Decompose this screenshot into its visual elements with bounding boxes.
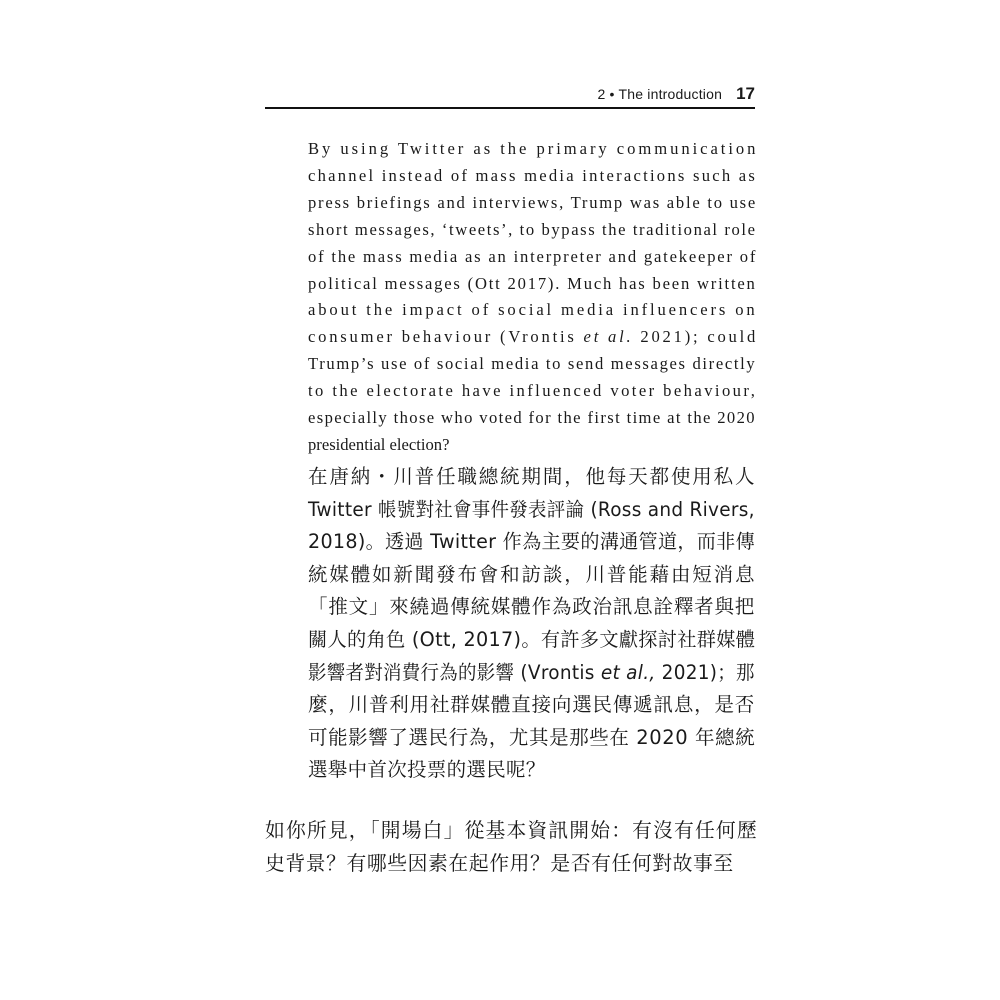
quote-line: short messages, ‘tweets’, to bypass the traditional role bbox=[308, 219, 757, 239]
quote-line bbox=[308, 324, 759, 351]
quote-line: presidential election? bbox=[308, 434, 450, 454]
quote-line: of the mass media as an interpreter and gatekeeper of bbox=[308, 246, 758, 266]
chinese-block-quote bbox=[308, 461, 755, 787]
body-paragraph bbox=[265, 815, 757, 880]
quote-line: Twitter 帳號對社會事件發表評論 (Ross and Rivers, bbox=[308, 497, 755, 521]
quote-text: 2021)；那 bbox=[655, 660, 755, 684]
quote-line: 可能影響了選民行為，尤其是那些在 2020 年總統 bbox=[308, 725, 756, 749]
quote-line: political messages (Ott 2017). Much has been written bbox=[308, 273, 757, 293]
quote-line: channel instead of mass media interactions such as bbox=[308, 165, 758, 185]
body-line: 如你所見，「開場白」從基本資訊開始：有沒有任何歷 bbox=[265, 819, 758, 842]
et-al-italic: et al. bbox=[583, 327, 634, 347]
running-head bbox=[265, 84, 755, 108]
quote-line: 選舉中首次投票的選民呢？ bbox=[308, 758, 546, 782]
quote-line: 2018)。透過 Twitter 作為主要的溝通管道，而非傳 bbox=[308, 530, 756, 554]
quote-text: 影響者對消費行為的影響 (Vrontis bbox=[308, 660, 601, 684]
et-al-italic: et al., bbox=[600, 660, 656, 684]
quote-line: press briefings and interviews, Trump was able to use bbox=[308, 192, 758, 212]
chapter-title: 2 • The introduction bbox=[597, 86, 723, 102]
body-line: 史背景？有哪些因素在起作用？是否有任何對故事至 bbox=[265, 851, 734, 875]
quote-line: to the electorate have influenced voter behaviour, bbox=[308, 381, 758, 401]
page-number: 17 bbox=[736, 84, 755, 103]
quote-line: 關人的角色 (Ott, 2017)。有許多文獻探討社群媒體 bbox=[308, 627, 756, 651]
quote-line: about the impact of social media influencers on bbox=[308, 300, 758, 320]
quote-line: 統媒體如新聞發布會和訪談，川普能藉由短消息 bbox=[308, 562, 757, 586]
quote-line: Trump’s use of social media to send messages directly bbox=[308, 354, 757, 374]
quote-text: 2021); could bbox=[633, 327, 759, 347]
header-rule bbox=[265, 107, 755, 109]
quote-line: 「推文」來繞過傳統媒體作為政治訊息詮釋者與把 bbox=[308, 595, 756, 619]
quote-line bbox=[308, 657, 755, 690]
quote-line: 麼，川普利用社群媒體直接向選民傳遞訊息，是否 bbox=[308, 693, 756, 717]
quote-line: 在唐納・川普任職總統期間，他每天都使用私人 bbox=[308, 465, 757, 488]
quote-line: By using Twitter as the primary communication bbox=[308, 139, 759, 158]
english-block-quote bbox=[308, 136, 759, 459]
quote-line: especially those who voted for the first time at the 2020 bbox=[308, 408, 756, 428]
quote-text: consumer behaviour (Vrontis bbox=[308, 327, 584, 347]
